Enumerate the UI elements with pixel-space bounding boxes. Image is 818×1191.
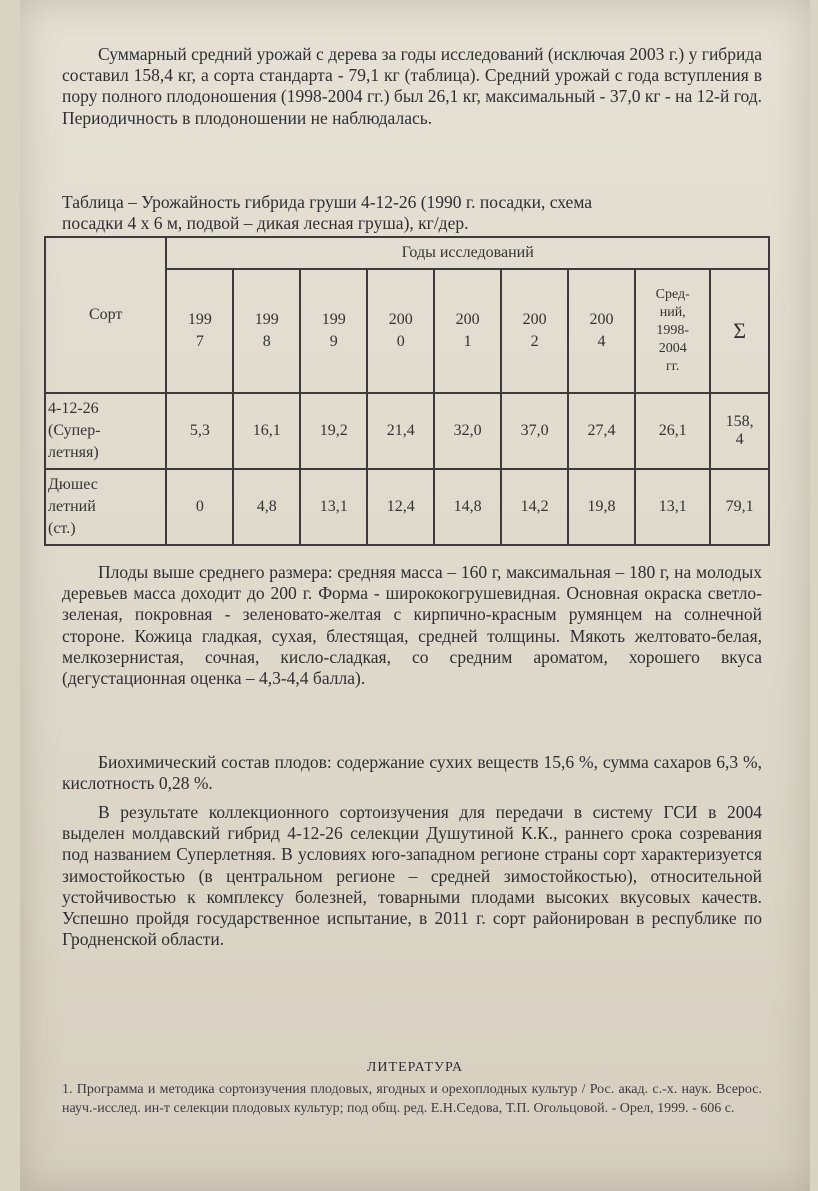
years-group-header: Годы исследований xyxy=(166,237,769,269)
table-row xyxy=(45,393,769,469)
row-name-cell: Дюшес летний (ст.) xyxy=(45,469,166,545)
value-cell: 13,1 xyxy=(300,469,367,545)
sum-cell: 158, 4 xyxy=(710,393,769,469)
table-header-row-1 xyxy=(45,237,769,269)
intro-paragraph xyxy=(62,44,762,129)
average-cell: 13,1 xyxy=(635,469,710,545)
table-caption-line-2: посадки 4 х 6 м, подвой – дикая лесная груша), кг/дер. xyxy=(62,213,469,233)
value-cell: 27,4 xyxy=(568,393,635,469)
value-cell: 32,0 xyxy=(434,393,501,469)
year-header: 200 0 xyxy=(367,269,434,393)
table-caption-line-1: Таблица – Урожайность гибрида груши 4-12-26 (1990 г. посадки, схема xyxy=(62,192,593,212)
value-cell: 19,2 xyxy=(300,393,367,469)
table-caption xyxy=(62,192,762,234)
biochem-paragraph xyxy=(62,752,762,794)
year-header: 199 9 xyxy=(300,269,367,393)
intro-text: Суммарный средний урожай с дерева за годы исследований (исключая 2003 г.) у гибрида составил 158,4 кг, а сорта стандарта - 79,1 кг (таблица). Средний урожай с года вступления в пору полного плодоношения (1998-2004 гг.) был 26,1 кг, максимальный - 37,0 кг - на 12-й год. Периодичность в плодоношении не наблюдалась. xyxy=(62,44,762,128)
fruit-description-paragraph xyxy=(62,562,762,689)
row-name-cell: 4-12-26 (Супер- летняя) xyxy=(45,393,166,469)
result-text: В результате коллекционного сортоизучения для передачи в систему ГСИ в 2004 выделен молдавский гибрид 4-12-26 селекции Душутиной К.К., раннего срока созревания под названием Суперлетняя. В условиях юго-западном регионе страны сорт характеризуется зимостойкостью (в центральном регионе – средней зимостойкостью), относительной устойчивостью к комплексу болезней, товарными плодами высоких вкусовых качеств. Успешно пройдя государственное испытание, в 2011 г. сорт районирован в республике по Гродненской области. xyxy=(62,802,762,950)
sort-header: Сорт xyxy=(45,237,166,393)
year-header: 200 2 xyxy=(501,269,568,393)
value-cell: 4,8 xyxy=(233,469,300,545)
literature-reference: 1. Программа и методика сортоизучения плодовых, ягодных и орехоплодных культур / Рос. акад. с.-х. наук. Всерос. науч.-исслед. ин-т селекции плодовых культур; под общ. ред. Е.Н.Седова, Т.П. Огольцовой. - Орел, 1999. - 606 с. xyxy=(62,1082,762,1116)
sum-cell: 79,1 xyxy=(710,469,769,545)
year-header: 200 4 xyxy=(568,269,635,393)
harvest-table xyxy=(44,236,770,546)
average-cell: 26,1 xyxy=(635,393,710,469)
value-cell: 12,4 xyxy=(367,469,434,545)
sum-header: Σ xyxy=(710,269,769,393)
year-header: 199 8 xyxy=(233,269,300,393)
result-paragraph xyxy=(62,802,762,950)
value-cell: 14,8 xyxy=(434,469,501,545)
biochem-text: Биохимический состав плодов: содержание сухих веществ 15,6 %, сумма сахаров 6,3 %, кислотность 0,28 %. xyxy=(62,752,762,794)
average-header: Сред- ний, 1998- 2004 гг. xyxy=(635,269,710,393)
year-header: 200 1 xyxy=(434,269,501,393)
value-cell: 19,8 xyxy=(568,469,635,545)
value-cell: 21,4 xyxy=(367,393,434,469)
value-cell: 16,1 xyxy=(233,393,300,469)
fruit-description-text: Плоды выше среднего размера: средняя масса – 160 г, максимальная – 180 г, на молодых деревьев масса доходит до 200 г. Форма - ширококогрушевидная. Основная окраска светло-зеленая, покровная - зеленовато-желтая с кирпично-красным румянцем на солнечной стороне. Кожица гладкая, сухая, блестящая, средней толщины. Мякоть желтовато-белая, мелкозернистая, сочная, кисло-сладкая, со средним ароматом, хорошего вкуса (дегустационная оценка – 4,3-4,4 балла). xyxy=(62,562,762,689)
value-cell: 14,2 xyxy=(501,469,568,545)
table-row xyxy=(45,469,769,545)
value-cell: 0 xyxy=(166,469,233,545)
document-page xyxy=(20,0,810,1191)
year-header: 199 7 xyxy=(166,269,233,393)
literature-heading: ЛИТЕРАТУРА xyxy=(366,1060,464,1075)
value-cell: 5,3 xyxy=(166,393,233,469)
value-cell: 37,0 xyxy=(501,393,568,469)
